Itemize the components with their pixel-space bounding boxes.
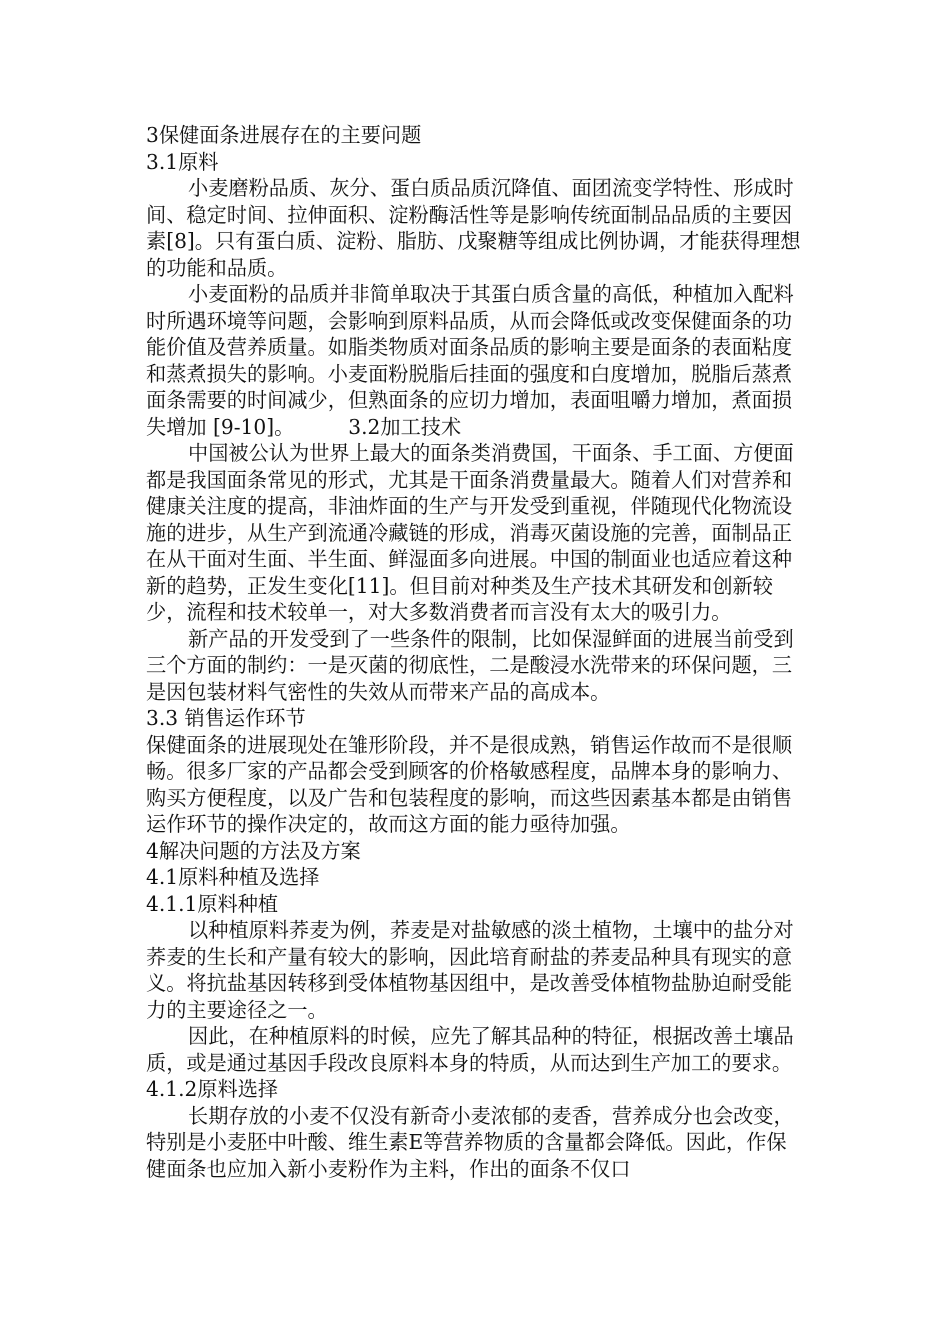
paragraph-material-selection: 长期存放的小麦不仅没有新奇小麦浓郁的麦香，营养成分也会改变，特别是小麦胚中叶酸、维生素E等营养物质的含量都会降低。因此，作保健面条也应加入新小麦粉作为主料，作出的面条不仅口: [146, 1103, 794, 1181]
paragraph-flour-quality: [146, 281, 806, 440]
section-heading-3: 3保健面条进展存在的主要问题: [146, 123, 422, 147]
paragraph-buckwheat-planting: 以种植原料荞麦为例，荞麦是对盐敏感的淡土植物，土壤中的盐分对荞麦的生长和产量有较大的影响，因此培育耐盐的荞麦品种具有现实的意义。将抗盐基因转移到受体植物基因组中，是改善受体植物盐胁迫耐受能力的主要途径之一。: [146, 918, 794, 1022]
paragraph-raw-material-quality: 小麦磨粉品质、灰分、蛋白质品质沉降值、面团流变学特性、形成时间、稳定时间、拉伸面积、淀粉酶活性等是影响传统面制品品质的主要因素[8]。只有蛋白质、淀粉、脂肪、戊聚糖等组成比例协调，才能获得理想的功能和品质。: [146, 176, 801, 280]
paragraph-flour-quality-text: 小麦面粉的品质并非简单取决于其蛋白质含量的高低，种植加入配料时所遇环境等问题，会影响到原料品质，从而会降低或改变保健面条的功能价值及营养质量。如脂类物质对面条品质的影响主要是面条的表面粘度和蒸煮损失的影响。小麦面粉脱脂后挂面的强度和白度增加，脱脂后蒸煮面条需要的时间减少，但熟面条的应切力增加，表面咀嚼力增加，煮面损失增加 [9-10]。: [146, 282, 794, 439]
subsection-heading-3-3: 3.3 销售运作环节: [146, 706, 306, 730]
paragraph-processing-technology: 中国被公认为世界上最大的面条类消费国，干面条、手工面、方便面都是我国面条常见的形式，尤其是干面条消费量最大。随着人们对营养和健康关注度的提高，非油炸面的生产与开发受到重视，伴随现代化物流设施的进步，从生产到流通冷藏链的形成，消毒灭菌设施的完善，面制品正在从干面对生面、半生面、鲜湿面多向进展。中国的制面业也适应着这种新的趋势，正发生变化[11]。但目前对种类及生产技术其研发和创新较少，流程和技术较单一，对大多数消费者而言没有太大的吸引力。: [146, 441, 794, 624]
paragraph-planting-conclusion: 因此，在种植原料的时候，应先了解其品种的特征，根据改善土壤品质，或是通过基因手段改良原料本身的特质，从而达到生产加工的要求。: [146, 1024, 794, 1075]
paragraph-sales-operation: 保健面条的进展现处在雏形阶段，并不是很成熟，销售运作故而不是很顺畅。很多厂家的产品都会受到顾客的价格敏感程度，品牌本身的影响力、购买方便程度，以及广告和包装程度的影响，而这些因素基本都是由销售运作环节的操作决定的，故而这方面的能力亟待加强。: [146, 732, 793, 836]
subsection-heading-4-1-1: 4.1.1原料种植: [146, 891, 279, 916]
document-body: [146, 122, 806, 1182]
subsection-heading-4-1-2: 4.1.2原料选择: [146, 1077, 279, 1101]
section-heading-4: 4解决问题的方法及方案: [146, 838, 361, 863]
subsection-heading-3-1: 3.1原料: [146, 149, 219, 174]
subsection-heading-3-2: 3.2加工技术: [348, 414, 462, 439]
paragraph-new-product-limits: 新产品的开发受到了一些条件的限制，比如保湿鲜面的进展当前受到三个方面的制约：一是灭菌的彻底性，二是酸浸水洗带来的环保问题，三是因包装材料气密性的失效从而带来产品的高成本。: [146, 626, 794, 704]
subsection-heading-4-1: 4.1原料种植及选择: [146, 865, 320, 889]
